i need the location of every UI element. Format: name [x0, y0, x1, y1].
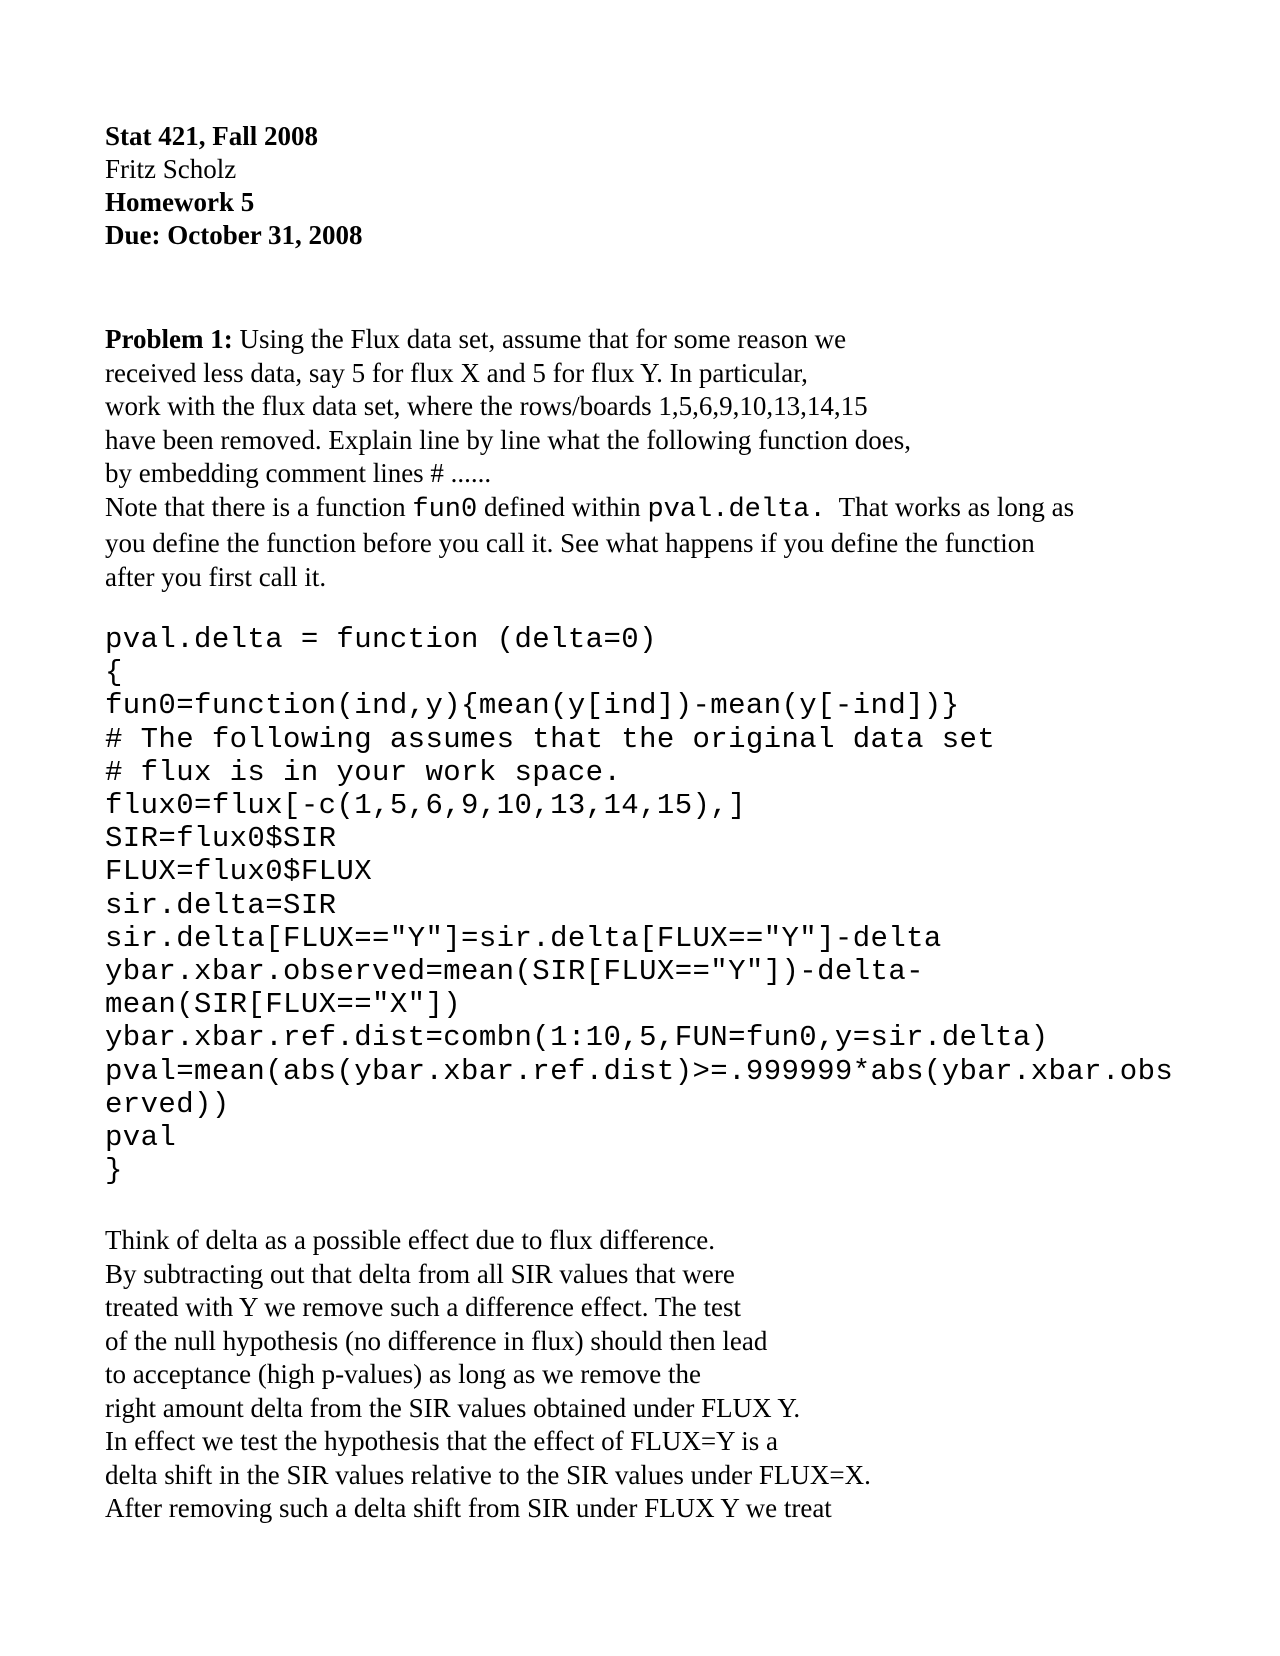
explanation-line: By subtracting out that delta from all SIR values that were	[105, 1258, 735, 1289]
note-text: That works as long as	[825, 491, 1075, 522]
code-line: mean(SIR[FLUX=="X"])	[105, 988, 462, 1022]
code-line: FLUX=flux0$FLUX	[105, 855, 373, 889]
document-header	[105, 120, 362, 252]
code-line: pval	[105, 1121, 177, 1155]
problem-line: by embedding comment lines # ......	[105, 458, 492, 488]
code-block	[105, 623, 1173, 1187]
problem-line	[105, 323, 1074, 357]
code-line: erved))	[105, 1087, 230, 1121]
note-line: after you first call it.	[105, 561, 327, 592]
problem-line-text: Using the Flux data set, assume that for some reason we	[232, 324, 847, 354]
code-line: sir.delta=SIR	[105, 888, 337, 922]
explanation-line: Think of delta as a possible effect due to flux difference.	[105, 1225, 716, 1255]
code-line: pval.delta = function (delta=0)	[105, 623, 657, 656]
note-line	[105, 491, 1074, 528]
code-line: # flux is in your work space.	[105, 755, 622, 789]
code-line: ybar.xbar.observed=mean(SIR[FLUX=="Y"])-delta-	[105, 955, 924, 989]
code-line: flux0=flux[-c(1,5,6,9,10,13,14,15),]	[105, 789, 746, 823]
explanation-paragraph	[105, 1224, 871, 1526]
explanation-line: After removing such a delta shift from SIR under FLUX Y we treat	[105, 1493, 832, 1523]
code-line: {	[105, 656, 123, 690]
problem-label: Problem 1:	[105, 324, 233, 354]
explanation-line: treated with Y we remove such a difference effect. The test	[105, 1292, 741, 1322]
explanation-line: to acceptance (high p-values) as long as we remove the	[105, 1359, 702, 1389]
code-line: sir.delta[FLUX=="Y"]=sir.delta[FLUX=="Y"]-delta	[105, 921, 942, 955]
explanation-line: delta shift in the SIR values relative to the SIR values under FLUX=X.	[105, 1459, 871, 1490]
explanation-line: In effect we test the hypothesis that the effect of FLUX=Y is a	[105, 1426, 779, 1456]
due-date: Due: October 31, 2008	[105, 220, 363, 250]
explanation-line: right amount delta from the SIR values obtained under FLUX Y.	[105, 1392, 801, 1423]
problem-line: received less data, say 5 for flux X and 5 for flux Y. In particular,	[105, 357, 808, 388]
note-text: defined within	[477, 491, 648, 522]
explanation-line: of the null hypothesis (no difference in flux) should then lead	[105, 1325, 768, 1356]
note-line: you define the function before you call it. See what happens if you define the function	[105, 528, 1035, 558]
code-line: }	[105, 1154, 123, 1188]
code-line: pval=mean(abs(ybar.xbar.ref.dist)>=.999999*abs(ybar.xbar.obs	[105, 1054, 1174, 1088]
course-title: Stat 421, Fall 2008	[105, 121, 318, 151]
instructor-name: Fritz Scholz	[105, 154, 237, 184]
code-line: fun0=function(ind,y){mean(y[ind])-mean(y[-ind])}	[105, 689, 960, 723]
inline-code-pval-delta: pval.delta.	[647, 494, 826, 525]
code-line: SIR=flux0$SIR	[105, 822, 337, 856]
note-text: Note that there is a function	[105, 491, 413, 522]
problem-line: work with the flux data set, where the rows/boards 1,5,6,9,10,13,14,15	[105, 391, 868, 421]
inline-code-fun0: fun0	[412, 494, 478, 525]
assignment-title: Homework 5	[105, 187, 255, 217]
code-line: ybar.xbar.ref.dist=combn(1:10,5,FUN=fun0,y=sir.delta)	[105, 1021, 1049, 1055]
code-line: # The following assumes that the original data set	[105, 722, 996, 756]
problem-statement	[105, 323, 1074, 594]
problem-line: have been removed. Explain line by line what the following function does,	[105, 424, 912, 455]
